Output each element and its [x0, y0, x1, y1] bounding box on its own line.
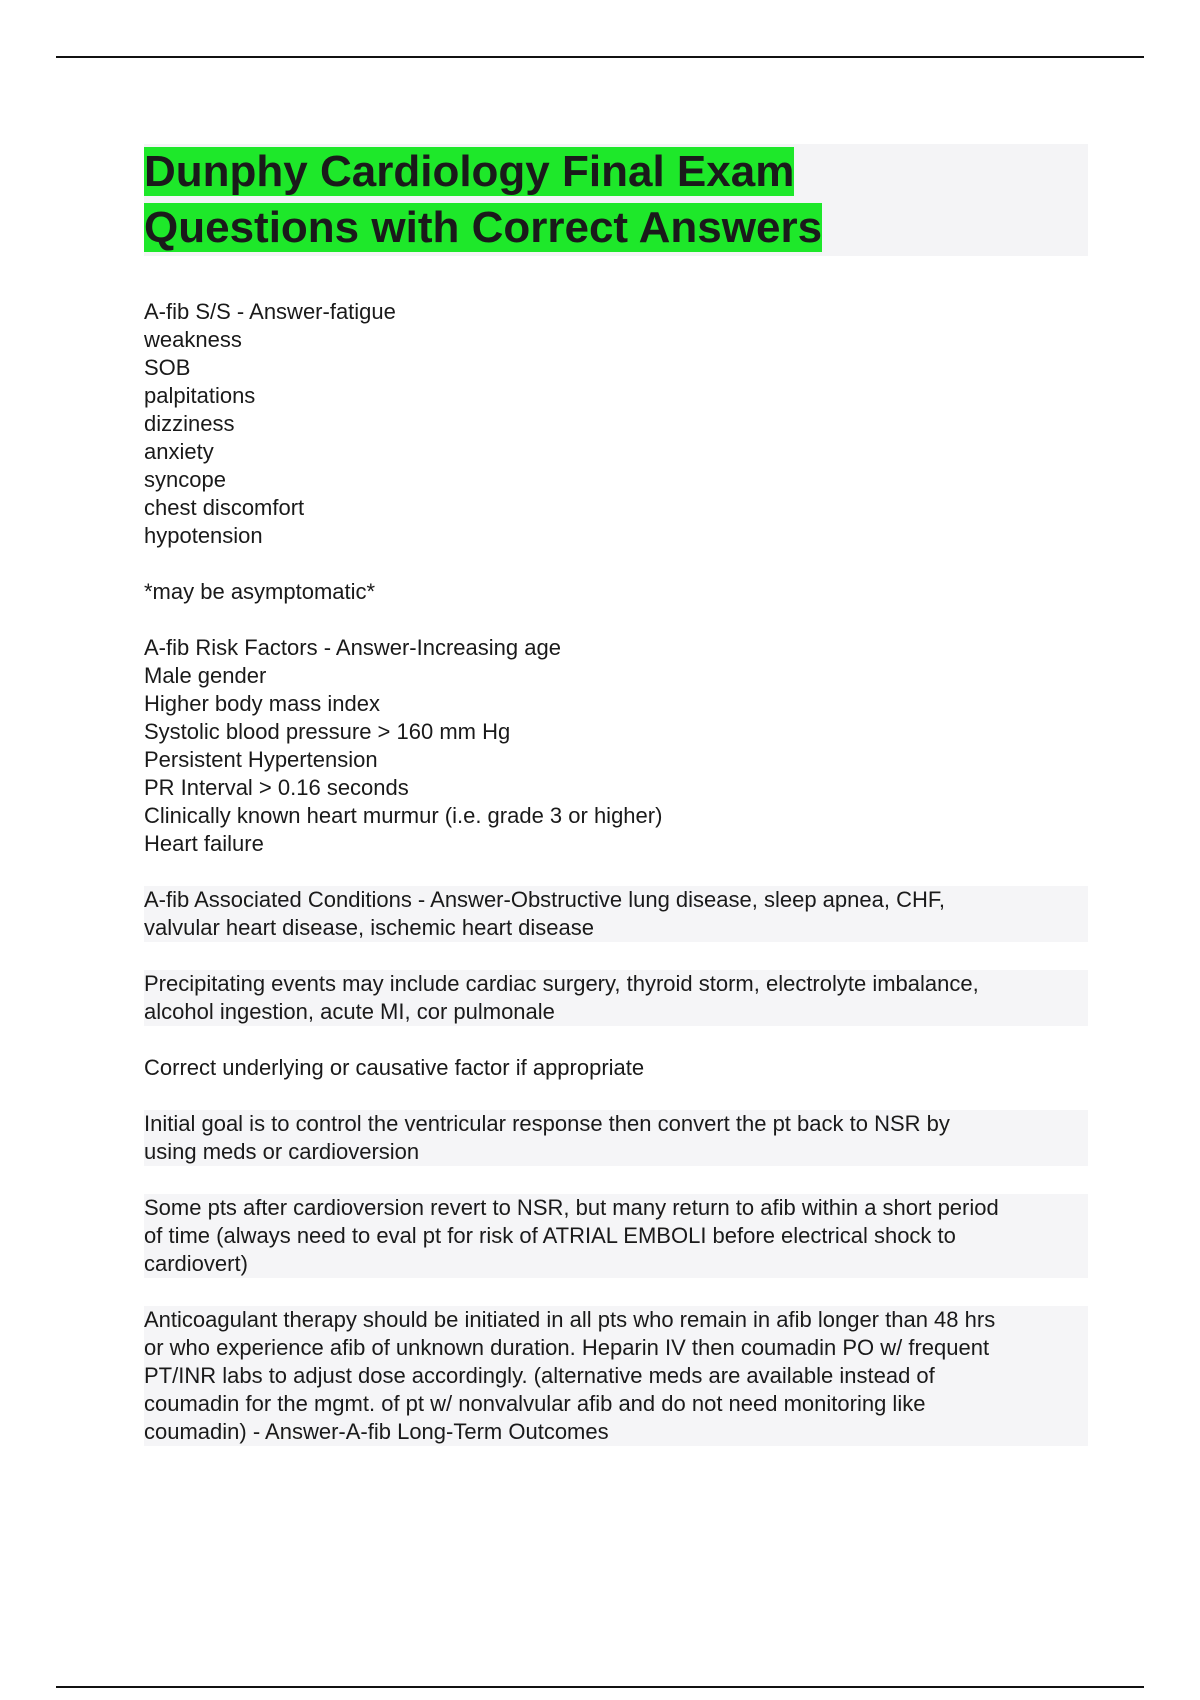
text-line: Male gender [144, 663, 267, 688]
text-line: cardiovert) [144, 1251, 248, 1276]
text-line: using meds or cardioversion [144, 1139, 420, 1164]
text-line: Persistent Hypertension [144, 747, 378, 772]
header-rule [56, 56, 1144, 58]
text-line: valvular heart disease, ischemic heart disease [144, 915, 595, 940]
text-line: *may be asymptomatic* [144, 579, 376, 604]
text-line: Initial goal is to control the ventricular response then convert the pt back to NSR by [144, 1111, 950, 1136]
text-line: Clinically known heart murmur (i.e. grade 3 or higher) [144, 803, 663, 828]
text-line: Heart failure [144, 831, 264, 856]
text-line: Anticoagulant therapy should be initiated in all pts who remain in afib longer than 48 hrs [144, 1307, 996, 1332]
text-line: coumadin for the mgmt. of pt w/ nonvalvular afib and do not need monitoring like [144, 1391, 926, 1416]
text-line: A-fib S/S - Answer-fatigue [144, 299, 396, 324]
section-precipitating-events [144, 970, 1088, 1026]
document-title [144, 144, 1088, 256]
text-line: chest discomfort [144, 495, 305, 520]
text-line: coumadin) - Answer-A-fib Long-Term Outcomes [144, 1419, 609, 1444]
section-anticoagulant-therapy [144, 1306, 1088, 1446]
text-line: syncope [144, 467, 226, 492]
text-line: dizziness [144, 411, 235, 436]
text-line: Higher body mass index [144, 691, 381, 716]
text-line: Systolic blood pressure > 160 mm Hg [144, 719, 511, 744]
section-asymptomatic-note [144, 578, 1088, 606]
text-line: SOB [144, 355, 191, 380]
text-line: or who experience afib of unknown duration. Heparin IV then coumadin PO w/ frequent [144, 1335, 990, 1360]
text-line: Correct underlying or causative factor if appropriate [144, 1055, 645, 1080]
section-afib-risk-factors [144, 634, 1088, 858]
text-line: hypotension [144, 523, 263, 548]
section-afib-symptoms [144, 298, 1088, 550]
text-line: alcohol ingestion, acute MI, cor pulmonale [144, 999, 555, 1024]
section-afib-associated-conditions [144, 886, 1088, 942]
text-line: A-fib Risk Factors - Answer-Increasing age [144, 635, 561, 660]
section-initial-goal [144, 1110, 1088, 1166]
title-line-2: Questions with Correct Answers [144, 203, 823, 252]
text-line: Some pts after cardioversion revert to NSR, but many return to afib within a short period [144, 1195, 999, 1220]
text-line: PR Interval > 0.16 seconds [144, 775, 409, 800]
text-line: Precipitating events may include cardiac surgery, thyroid storm, electrolyte imbalance, [144, 971, 979, 996]
section-cardioversion [144, 1194, 1088, 1278]
text-line: anxiety [144, 439, 214, 464]
text-line: A-fib Associated Conditions - Answer-Obstructive lung disease, sleep apnea, CHF, [144, 887, 945, 912]
text-line: of time (always need to eval pt for risk of ATRIAL EMBOLI before electrical shock to [144, 1223, 956, 1248]
footer-rule [56, 1686, 1144, 1688]
text-line: palpitations [144, 383, 256, 408]
section-correct-factor [144, 1054, 1088, 1082]
title-line-1: Dunphy Cardiology Final Exam [144, 147, 795, 196]
text-line: weakness [144, 327, 242, 352]
text-line: PT/INR labs to adjust dose accordingly. (alternative meds are available instead of [144, 1363, 935, 1388]
document-page [144, 144, 1088, 1474]
